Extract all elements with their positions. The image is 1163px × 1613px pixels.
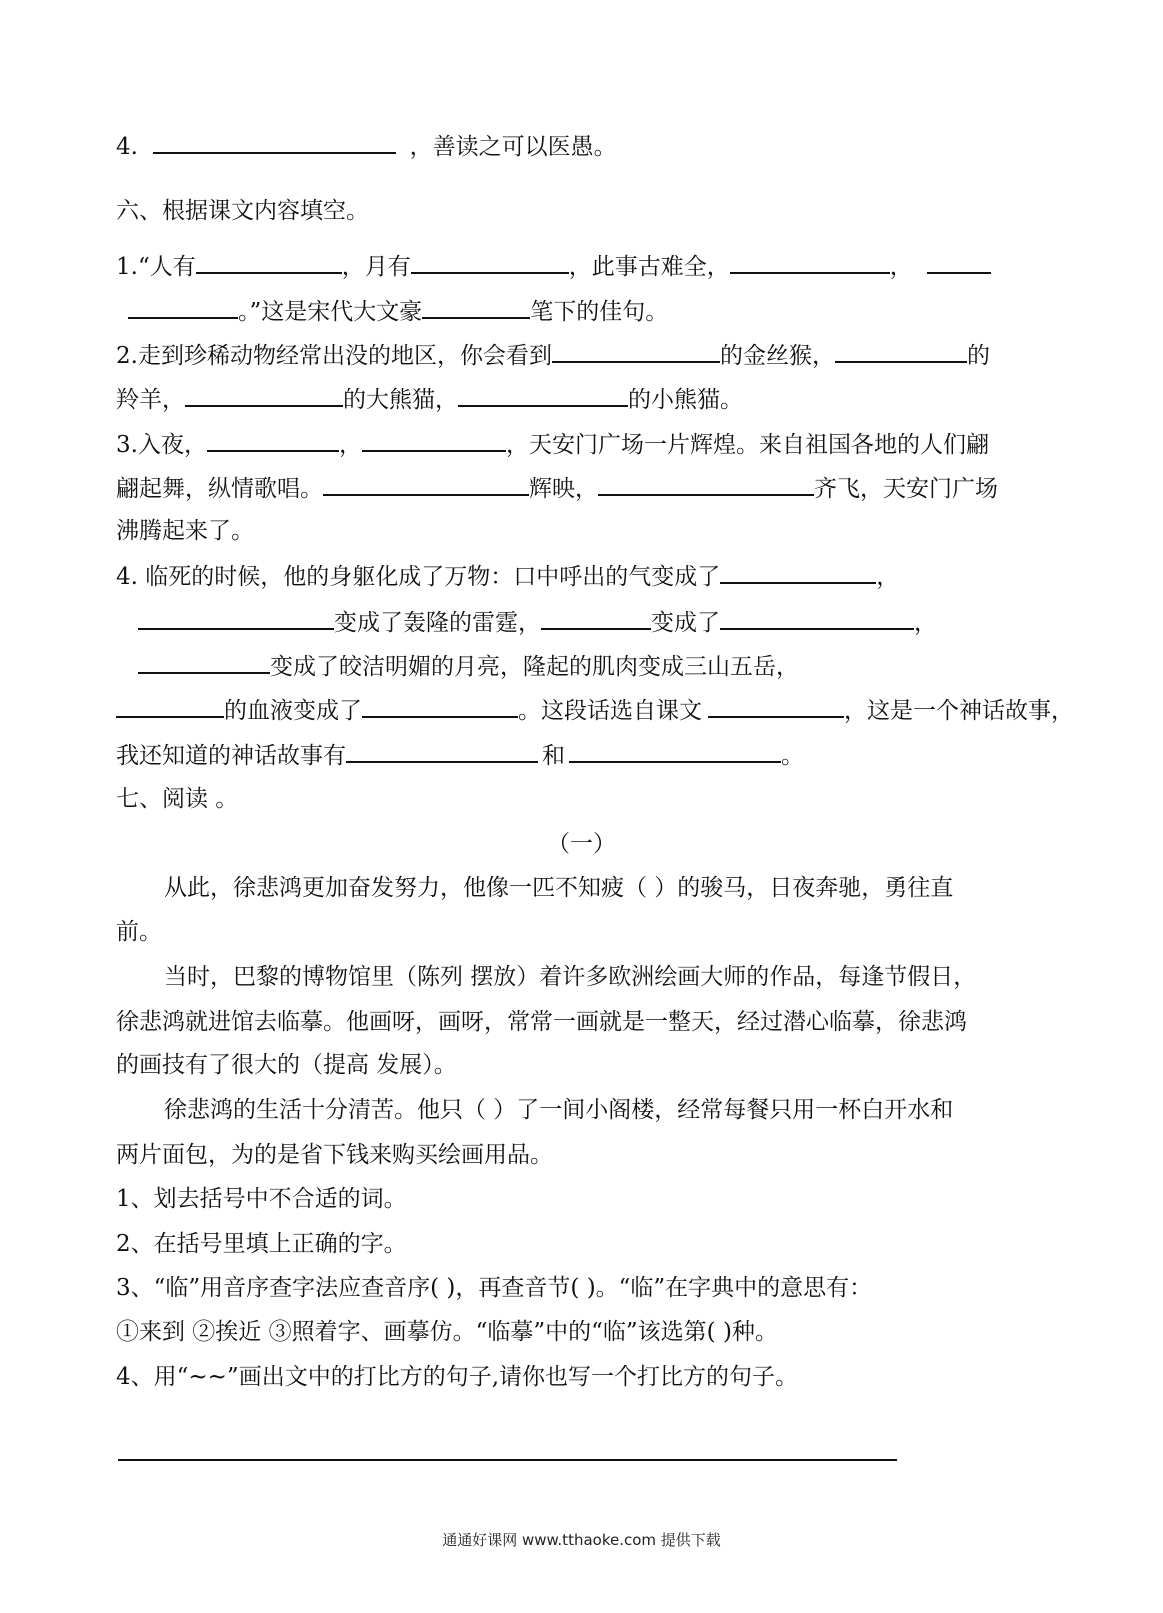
s7-title: 七、阅读 。 (116, 786, 239, 812)
s6-q3-l2-text-c: 齐飞，天安门广场 (814, 476, 998, 502)
s6-q2-blank-2[interactable] (835, 339, 967, 363)
s7-q2: 2、在括号里填上正确的字。 (116, 1231, 407, 1257)
s6-q4-blank-1[interactable] (720, 560, 876, 584)
s6-q2-l2-text-b: 的大熊猫， (343, 387, 458, 413)
s6-q1-blank-6[interactable] (422, 295, 530, 319)
s6-q1-blank-5[interactable] (128, 295, 238, 319)
s6-q4-line4 (116, 694, 1074, 726)
s6-q1-blank-4[interactable] (927, 250, 991, 274)
s6-q4-blank-8[interactable] (708, 694, 844, 718)
s7-p2-line3: 的画技有了很大的（提高 发展）。 (116, 1052, 457, 1078)
s6-q3-line1 (116, 428, 989, 460)
s5-q4-line (116, 130, 617, 162)
s6-q4-blank-5[interactable] (138, 650, 270, 674)
s6-q3-l1-text-b: ， (338, 432, 362, 458)
s6-q4-l4-text-b: 。这段话选自课文 (518, 698, 702, 724)
s6-q4-l5-text-c: 。 (781, 743, 804, 769)
s7-q4-answer-line[interactable] (118, 1459, 897, 1461)
s6-q2-blank-4[interactable] (458, 383, 628, 407)
s6-q2-l2-text-c: 的小熊猫。 (628, 387, 743, 413)
s6-q4-blank-7[interactable] (362, 694, 518, 718)
s6-q2-l1-text-a: 2.走到珍稀动物经常出没的地区，你会看到 (116, 343, 552, 369)
s6-q3-l1-text-a: 3.入夜， (116, 432, 207, 458)
s6-q1-l2-text-b: 笔下的佳句。 (530, 299, 669, 325)
s7-p1-line1: 从此，徐悲鸿更加奋发努力，他像一匹不知疲（ ）的骏马，日夜奔驰，勇往直 (164, 875, 954, 901)
s6-q4-blank-3[interactable] (541, 606, 651, 630)
s6-q1-l2-text-a: 。”这是宋代大文豪 (238, 299, 423, 325)
s6-q2-l1-text-b: 的金丝猴， (719, 343, 835, 369)
s6-q3-l2-text-a: 翩起舞，纵情歌唱。 (116, 476, 323, 502)
s6-q3-line2 (116, 472, 998, 504)
s6-q1-l1-text-d: ， (889, 254, 913, 280)
s6-q3-line3: 沸腾起来了。 (116, 518, 254, 544)
page-footer: 通通好课网 www.tthaoke.com 提供下载 (442, 1531, 721, 1549)
s6-q4-l4-text-c: ，这是一个神话故事， (844, 698, 1074, 724)
s6-q2-line2 (116, 383, 743, 415)
s7-q3-line1: 3、“临”用音序查字法应查音序( )，再查音节( )。“临”在字典中的意思有： (116, 1275, 873, 1301)
s6-q1-l1-text-b: ，月有 (341, 254, 411, 280)
s6-q3-blank-1[interactable] (207, 428, 339, 452)
s7-q4: 4、用“~~”画出文中的打比方的句子,请你也写一个打比方的句子。 (116, 1364, 799, 1390)
s6-q4-blank-9[interactable] (346, 739, 538, 763)
s6-q4-blank-10[interactable] (569, 739, 781, 763)
s6-q4-line1 (116, 560, 899, 592)
s6-q2-l2-text-a: 羚羊， (116, 387, 185, 413)
s6-q1-blank-1[interactable] (196, 250, 342, 274)
s6-q3-blank-3[interactable] (323, 472, 529, 496)
s6-title: 六、根据课文内容填空。 (116, 198, 369, 224)
s6-q3-l2-text-b: 辉映， (529, 476, 598, 502)
s7-q1: 1、划去括号中不合适的词。 (116, 1186, 407, 1212)
s7-p3-line2: 两片面包，为的是省下钱来购买绘画用品。 (116, 1142, 553, 1168)
s6-q1-l1-text-c: ，此事古难全， (568, 254, 730, 280)
s7-p1-line2: 前。 (116, 919, 162, 945)
s6-q4-blank-4[interactable] (720, 606, 914, 630)
s7-p3-line1: 徐悲鸿的生活十分清苦。他只（ ）了一间小阁楼，经常每餐只用一杯白开水和 (164, 1097, 954, 1123)
s7-p2-line1: 当时，巴黎的博物馆里（陈列 摆放）着许多欧洲绘画大师的作品，每逢节假日， (164, 964, 977, 990)
s6-q4-l5-text-b: 和 (542, 743, 565, 769)
s7-q3-line2: ①来到 ②挨近 ③照着字、画摹仿。“临摹”中的“临”该选第( )种。 (116, 1319, 778, 1345)
s6-q4-l2-text-c: ， (914, 610, 937, 636)
s6-q4-l4-text-a: 的血液变成了 (224, 698, 362, 724)
s6-q1-line2 (128, 295, 668, 327)
s6-q4-line3 (138, 650, 799, 682)
s5-q4-num: 4. (116, 134, 138, 160)
s6-q1-line1 (116, 250, 991, 282)
s6-q2-l1-text-c: 的 (966, 343, 990, 369)
s6-q4-line5 (116, 739, 804, 771)
s7-subtitle: （一） (547, 831, 616, 857)
s6-q2-blank-3[interactable] (185, 383, 343, 407)
s6-q3-blank-4[interactable] (598, 472, 814, 496)
s6-q4-line2 (138, 606, 937, 638)
s6-q1-blank-2[interactable] (411, 250, 569, 274)
s6-q4-l3-text-a: 变成了皎洁明媚的月亮，隆起的肌肉变成三山五岳， (270, 654, 799, 680)
s6-q4-l2-text-b: 变成了 (651, 610, 720, 636)
s6-q2-line1 (116, 339, 990, 371)
s6-q2-blank-1[interactable] (552, 339, 720, 363)
s7-p2-line2: 徐悲鸿就进馆去临摹。他画呀，画呀，常常一画就是一整天，经过潜心临摹，徐悲鸿 (116, 1009, 967, 1035)
s5-q4-blank[interactable] (153, 130, 396, 154)
s6-q1-blank-3[interactable] (730, 250, 890, 274)
s6-q4-blank-6[interactable] (116, 694, 224, 718)
s6-q4-l1-text-a: 4. 临死的时候，他的身躯化成了万物：口中呼出的气变成了 (116, 564, 721, 590)
s6-q3-l1-text-c: ，天安门广场一片辉煌。来自祖国各地的人们翩 (505, 432, 989, 458)
s6-q1-l1-text-a: 1.“人有 (116, 254, 196, 280)
s6-q4-l5-text-a: 我还知道的神话故事有 (116, 743, 346, 769)
s6-q4-l2-text-a: 变成了轰隆的雷霆， (334, 610, 541, 636)
s6-q4-l1-text-b: ， (876, 564, 900, 590)
s6-q4-blank-2[interactable] (138, 606, 334, 630)
s6-q3-blank-2[interactable] (362, 428, 506, 452)
s5-q4-text: ，善读之可以医愚。 (409, 134, 617, 160)
